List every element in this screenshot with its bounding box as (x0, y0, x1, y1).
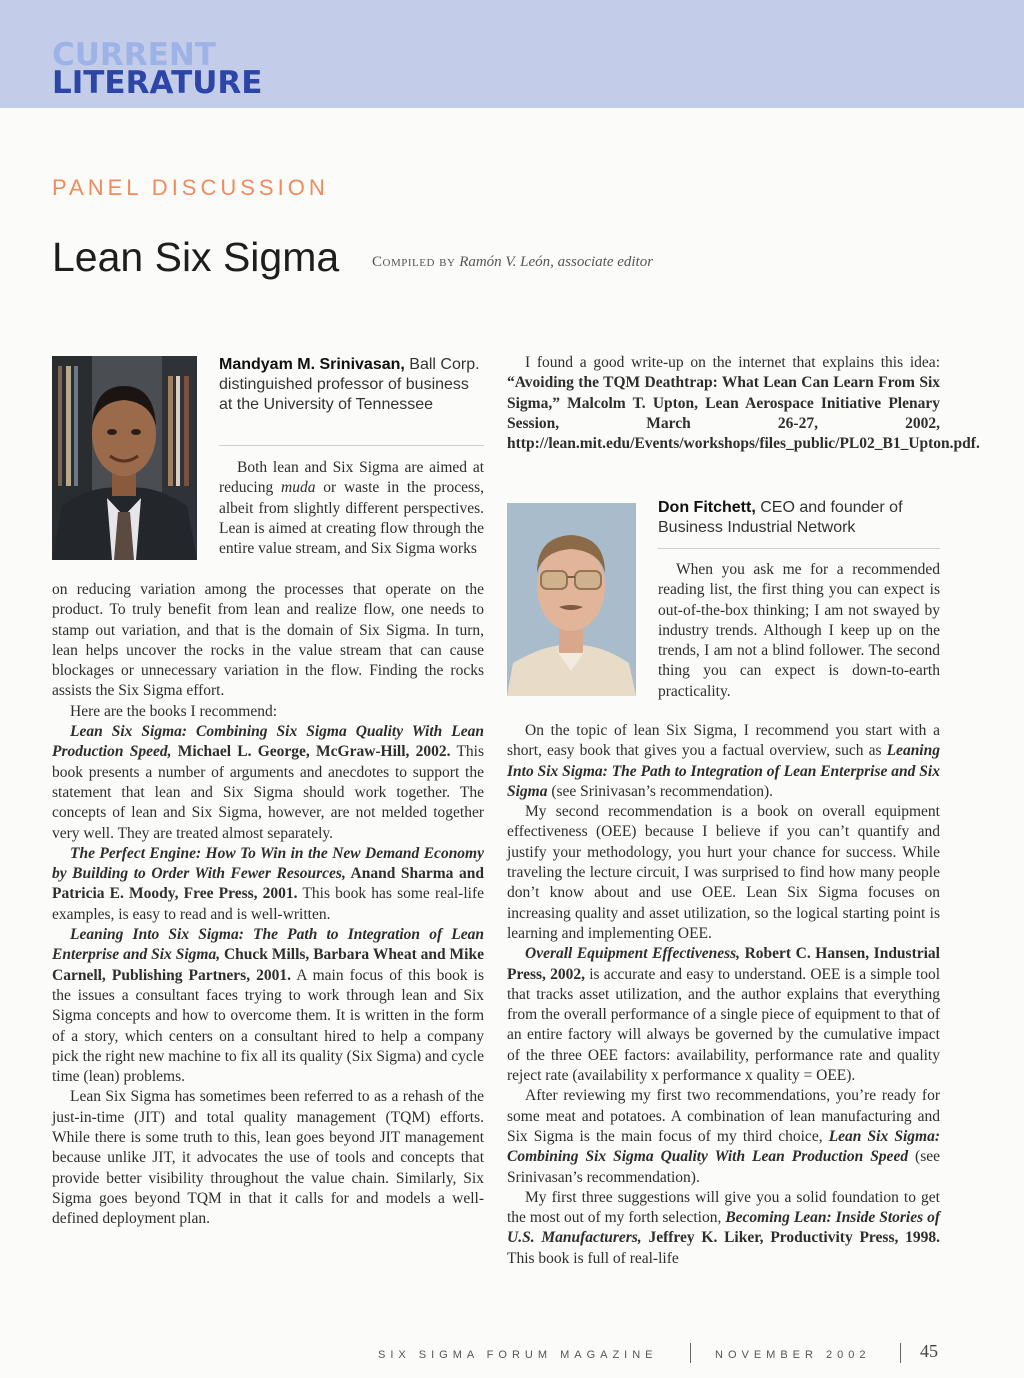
text: (see Srinivasan’s recommendation). (507, 1148, 941, 1186)
page-number: 45 (920, 1341, 938, 1361)
srinivasan-portrait (52, 356, 197, 560)
srinivasan-desc: Ball Corp. distinguished professor of business at the University of Tennessee (219, 356, 480, 413)
book-author: Jeffrey K. Liker, Productivity Press, 1998. (641, 1229, 940, 1247)
book-title: Leaning Into Six Sigma: The Path to Integration of Lean Enterprise and Six Sigma, (52, 926, 484, 964)
fitchett-portrait (507, 503, 636, 696)
body-paragraph: on reducing variation among the processes that operate on the product. To truly benefit from lean and realize flow, one needs to stamp out variation, and that is the domain of Six Sigma. In turn, lean helps uncover the rocks in the value stream that can cause blockages or unnecessary variation in the flow. Finding the rocks assists the Six Sigma effort. (52, 581, 484, 700)
book-recommendation (52, 722, 484, 844)
book-title: Lean Six Sigma: Combining Six Sigma Quality With Lean Production Speed, (52, 723, 484, 761)
fitchett-name: Don Fitchett, (658, 499, 756, 516)
srinivasan-name: Mandyam M. Srinivasan, (219, 356, 405, 373)
book-author: Michael L. George, McGraw-Hill, 2002. (171, 743, 451, 761)
srinivasan-intro (219, 458, 484, 559)
body-paragraph (507, 1188, 940, 1269)
credit-prefix: Compiled by (372, 254, 456, 270)
banner-line-1: CURRENT (52, 37, 216, 73)
body-paragraph: Lean Six Sigma has sometimes been referred to as a rehash of the just-in-time (JIT) and total quality management (TQM) efforts. While there is some truth to this, lean goes beyond JIT management because unlike JIT, it advocates the use of tools and concepts that provide better visibility throughout the value chain. Similarly, Six Sigma goes beyond TQM in that it calls for and models a well-defined deployment plan. (52, 1088, 484, 1228)
footer-date: NOVEMBER 2002 (715, 1349, 871, 1361)
fitchett-bio (658, 498, 940, 538)
book-title: Becoming Lean: Inside Stories of U.S. Manufacturers, (507, 1209, 941, 1247)
book-recommendation (507, 944, 940, 1086)
book-recommendation (52, 844, 484, 925)
book-review: is accurate and easy to understand. OEE is a simple tool that tracks asset utilization, and the author explains that everything from the overall performance of a single piece of equipment to that of an entire factory will always be governed by the cumulative impact of the three OEE factors: availability, performance rate and quality reject rate (availability x performance x quality = OEE). (507, 965, 940, 1085)
credit-name: Ramón V. León, associate editor (459, 254, 654, 270)
book-author: Chuck Mills, Barbara Wheat and Mike Carnell, Publishing Partners, 2001. (52, 946, 484, 984)
body-paragraph: My second recommendation is a book on overall equipment effectiveness (OEE) because I believe if you can’t quantify and justify your methodology, you hurt your chance for success. While traveling the lecture circuit, I was surprised to find how many people don’t know about and use OEE. Lean Six Sigma focuses on increasing quality and asset utilization, so the logical starting point is learning and implementing OEE. (507, 803, 940, 942)
book-title: The Perfect Engine: How To Win in the New Demand Economy by Building to Order With Fewer Resources, (52, 844, 484, 883)
book-review: A main focus of this book is the issues a consultant faces trying to work through lean and Six Sigma concepts and how to overcome them. It is written in the form of a story, which centers on a consultant hired to help a company pick the right new machine to fix all its quality (Six Sigma) and cycle time (lean) problems. (52, 966, 484, 1086)
intro-text: Both lean and Six Sigma are aimed at reducing (219, 459, 484, 497)
fitchett-intro (658, 560, 940, 702)
web-reference: “Avoiding the TQM Deathtrap: What Lean Can Learn From Six Sigma,” Malcolm T. Upton, Lean Aerospace Initiative Plenary Session, March 26-27, 2002, http://lean.mit.edu/Events/workshops/files_public/PL02_B1_Upton.pdf. (507, 374, 980, 453)
footer-divider (900, 1343, 901, 1363)
footer-magazine: SIX SIGMA FORUM MAGAZINE (378, 1349, 658, 1361)
body-paragraph: When you ask me for a recommended reading list, the first thing you can expect is out-of-the-box thinking; I am not swayed by industry trends. Although I keep up on the trends, I am not a blind follower. The second thing you can expect is down-to-earth practicality. (658, 561, 940, 700)
book-author: Anand Sharma and Patricia E. Moody, Free Press, 2001. (52, 865, 484, 903)
srinivasan-bio (219, 355, 481, 415)
book-author: Robert C. Hansen, Industrial Press, 2002, (507, 945, 940, 983)
banner-line-2: LITERATURE (52, 65, 263, 101)
footer-divider (690, 1343, 691, 1363)
text: My first three suggestions will give you a solid foundation to get the most out of my forth selection, (507, 1188, 940, 1227)
srinivasan-web-ref (507, 353, 980, 454)
bio-divider-1 (219, 445, 484, 446)
book-review: This book has some real-life examples, is easy to read and is well-written. (52, 885, 484, 923)
book-title: Leaning Into Six Sigma: The Path to Integration of Lean Enterprise and Six Sigma (507, 742, 940, 800)
body-paragraph (507, 1086, 940, 1187)
bio-divider-2 (658, 548, 940, 549)
article-title: Lean Six Sigma (52, 234, 340, 280)
article-credit (372, 254, 653, 271)
book-review: This book is full of real-life (507, 1249, 679, 1267)
book-title: Lean Six Sigma: Combining Six Sigma Quality With Lean Production Speed (507, 1127, 940, 1166)
fitchett-desc: CEO and founder of Business Industrial Network (658, 499, 903, 536)
text: After reviewing my first two recommendations, you’re ready for some meat and potatoes. A combination of lean manufacturing and Six Sigma is the main focus of my third choice, (507, 1087, 940, 1145)
intro-text-2: or waste in the process, albeit from slightly different perspectives. Lean is aimed at creating flow through the entire value stream, and Six Sigma works (219, 479, 484, 558)
text: On the topic of lean Six Sigma, I recommend you start with a short, easy book that gives you a factual overview, such as (507, 722, 940, 760)
srinivasan-body (52, 580, 484, 1230)
ref-intro: I found a good write-up on the internet that explains this idea: (525, 354, 940, 371)
book-title: Overall Equipment Effectiveness, (525, 945, 741, 963)
section-kicker: PANEL DISCUSSION (52, 175, 329, 200)
book-review: This book presents a number of arguments and anecdotes to support the statement that lean and Six Sigma should work together. The concepts of lean and Six Sigma, however, are not melded together very well. They are treated almost separately. (52, 743, 484, 842)
body-paragraph (507, 721, 940, 802)
book-recommendation (52, 925, 484, 1087)
fitchett-body (507, 721, 940, 1269)
muda-term: muda (281, 479, 316, 497)
section-banner (0, 0, 1024, 108)
body-paragraph: Here are the books I recommend: (70, 702, 278, 720)
text: (see Srinivasan’s recommendation). (547, 782, 774, 800)
